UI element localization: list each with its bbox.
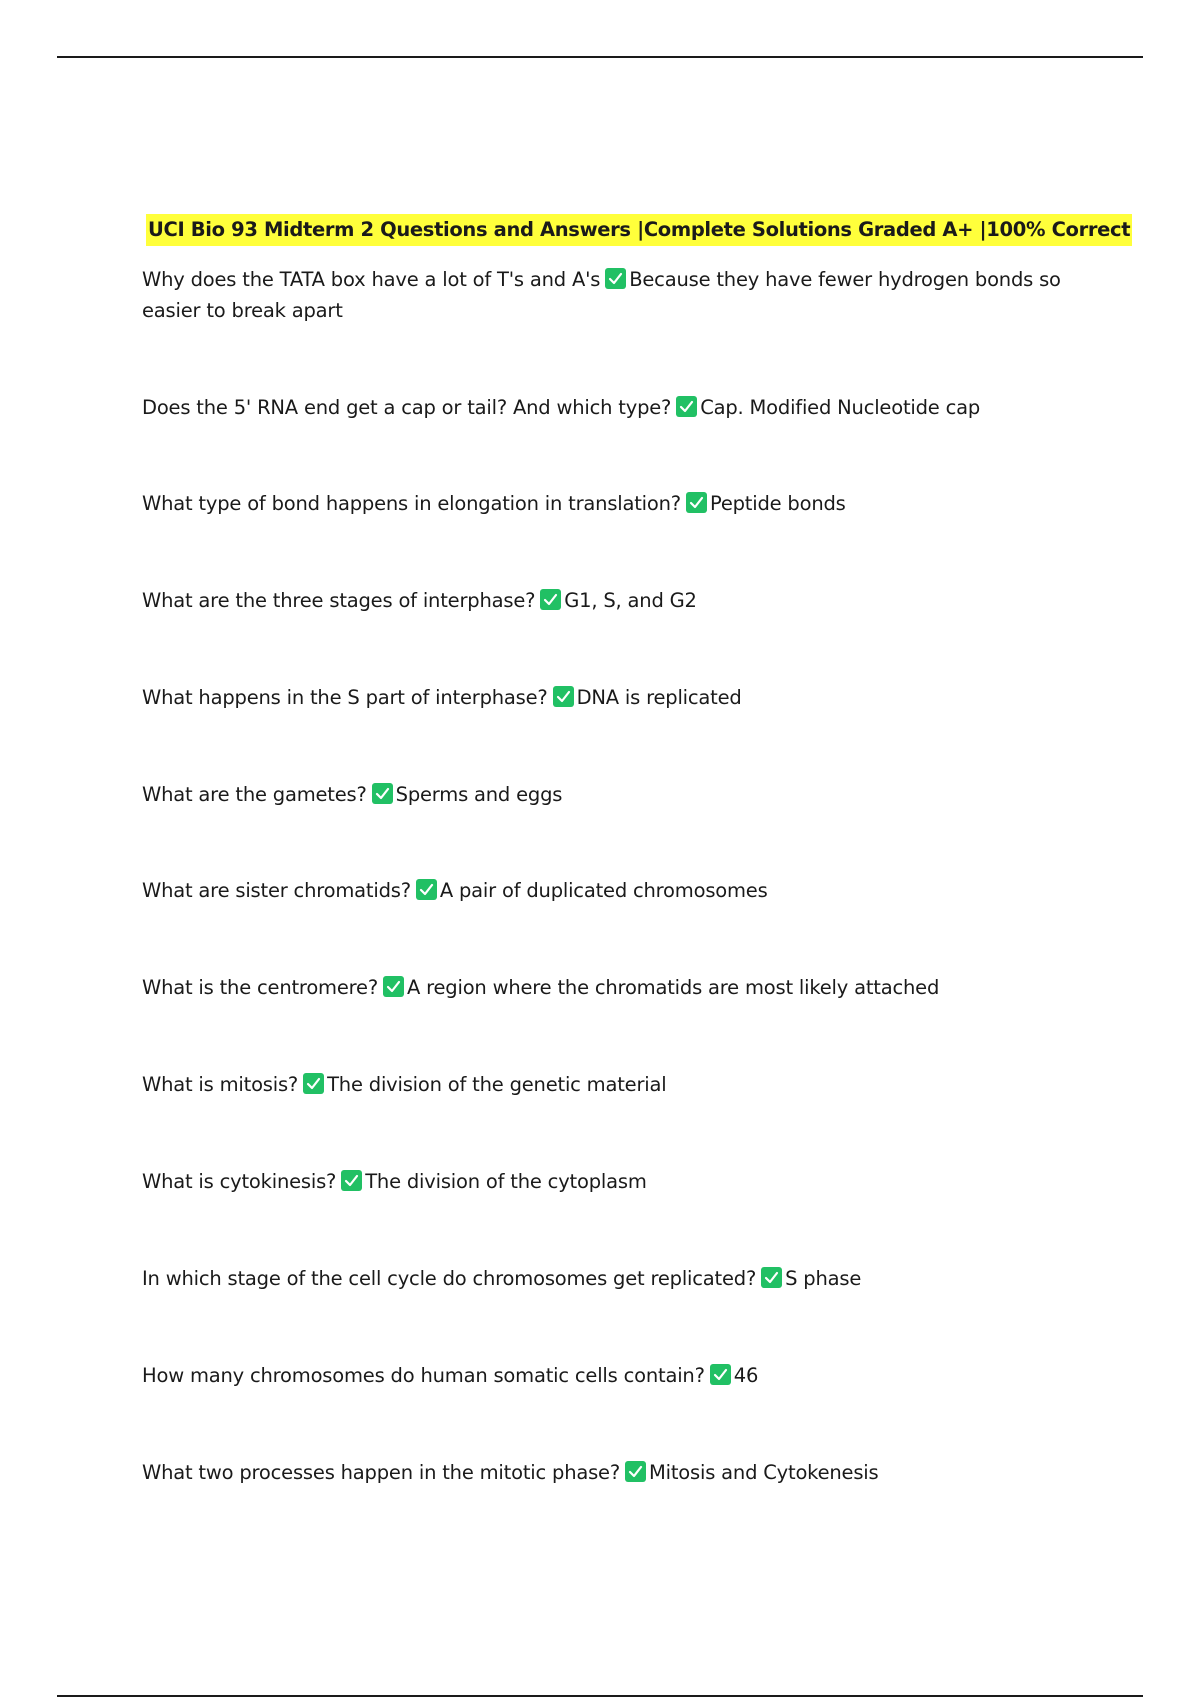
answer-text: 46 xyxy=(733,1364,759,1387)
check-mark-icon xyxy=(341,1170,362,1191)
answer-text: The division of the genetic material xyxy=(327,1073,667,1096)
qa-item xyxy=(142,488,1062,519)
answer-text: Mitosis and Cytokenesis xyxy=(649,1461,879,1484)
qa-item xyxy=(142,779,1062,810)
question-text: Why does the TATA box have a lot of T's and A's xyxy=(142,268,601,291)
check-mark-icon xyxy=(686,492,707,513)
question-text: What are sister chromatids? xyxy=(142,879,411,902)
qa-item xyxy=(142,682,1062,713)
qa-item xyxy=(142,875,1062,906)
answer-text: G1, S, and G2 xyxy=(564,589,697,612)
answer-text: Cap. Modified Nucleotide cap xyxy=(700,396,981,419)
answer-text: The division of the cytoplasm xyxy=(365,1170,647,1193)
qa-item xyxy=(142,1166,1062,1197)
question-text: In which stage of the cell cycle do chromosomes get replicated? xyxy=(142,1267,757,1290)
document-body xyxy=(142,214,1131,1484)
check-mark-icon xyxy=(540,589,561,610)
question-text: What type of bond happens in elongation in translation? xyxy=(142,492,681,515)
check-mark-icon xyxy=(416,879,437,900)
answer-text: S phase xyxy=(785,1267,862,1290)
question-text: What is mitosis? xyxy=(142,1073,299,1096)
question-text: What two processes happen in the mitotic phase? xyxy=(142,1461,621,1484)
question-text: What are the gametes? xyxy=(142,783,367,806)
qa-item xyxy=(142,1069,1062,1100)
qa-item xyxy=(142,264,1062,326)
qa-item xyxy=(142,1360,1062,1391)
qa-item xyxy=(142,1263,1062,1294)
header-rule xyxy=(57,56,1143,58)
check-mark-icon xyxy=(605,268,626,289)
question-text: What is cytokinesis? xyxy=(142,1170,337,1193)
qa-item xyxy=(142,1457,1062,1488)
question-text: What is the centromere? xyxy=(142,976,378,999)
question-text: What are the three stages of interphase? xyxy=(142,589,536,612)
check-mark-icon xyxy=(553,686,574,707)
check-mark-icon xyxy=(710,1364,731,1385)
check-mark-icon xyxy=(383,976,404,997)
check-mark-icon xyxy=(676,396,697,417)
check-mark-icon xyxy=(625,1461,646,1482)
answer-text: DNA is replicated xyxy=(576,686,742,709)
question-text: How many chromosomes do human somatic cells contain? xyxy=(142,1364,705,1387)
qa-item xyxy=(142,585,1062,616)
check-mark-icon xyxy=(303,1073,324,1094)
footer-rule xyxy=(57,1695,1143,1697)
answer-text: Because they have fewer hydrogen bonds so easier to break apart xyxy=(142,268,1061,322)
answer-text: Peptide bonds xyxy=(709,492,846,515)
qa-item xyxy=(142,972,1062,1003)
qa-item xyxy=(142,392,1062,423)
question-text: What happens in the S part of interphase? xyxy=(142,686,548,709)
document-title: UCI Bio 93 Midterm 2 Questions and Answers |Complete Solutions Graded A+ |100% Correct xyxy=(146,214,1132,246)
answer-text: A pair of duplicated chromosomes xyxy=(439,879,768,902)
check-mark-icon xyxy=(761,1267,782,1288)
check-mark-icon xyxy=(372,783,393,804)
answer-text: Sperms and eggs xyxy=(395,783,563,806)
answer-text: A region where the chromatids are most likely attached xyxy=(406,976,940,999)
question-text: Does the 5' RNA end get a cap or tail? And which type? xyxy=(142,396,672,419)
